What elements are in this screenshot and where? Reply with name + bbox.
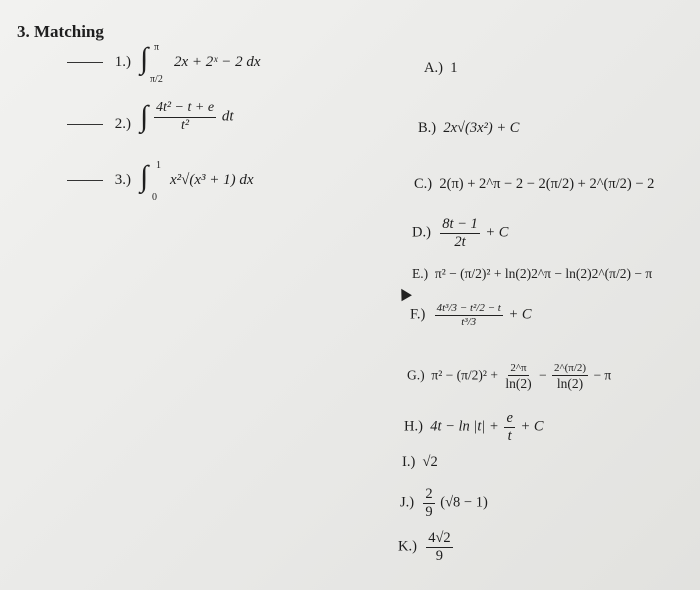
question-2 xyxy=(67,116,131,133)
answer-label: E.) xyxy=(412,266,429,281)
numerator: 4t³/3 − t²/2 − t xyxy=(436,302,501,314)
answer-fraction-2 xyxy=(552,362,588,391)
answer-expression: 2(π) + 2^π − 2 − 2(π/2) + 2^(π/2) − 2 xyxy=(439,176,655,192)
answer-tail: (√8 − 1) xyxy=(440,494,488,511)
numerator: 2^π xyxy=(510,362,527,374)
integrand-fraction xyxy=(154,100,216,133)
lower-limit: π/2 xyxy=(150,74,163,85)
integrand: x²√(x³ + 1) dx xyxy=(170,172,254,188)
question-3-label: 3.) xyxy=(114,172,131,188)
denominator: t² xyxy=(180,117,190,133)
answer-f xyxy=(410,302,532,328)
answer-fraction-1 xyxy=(503,362,533,391)
numerator: 4√2 xyxy=(428,530,451,546)
answer-lead: π² − (π/2)² + xyxy=(431,367,498,383)
upper-limit: 1 xyxy=(156,160,161,171)
answer-lead: 4t − ln |t| + xyxy=(430,418,499,435)
answer-label: D.) xyxy=(412,224,431,241)
mouse-cursor-icon xyxy=(396,286,412,302)
answer-fraction xyxy=(423,486,434,520)
answer-blank-3[interactable] xyxy=(67,180,103,181)
numerator: 8t − 1 xyxy=(442,216,478,232)
answer-label: J.) xyxy=(400,494,415,511)
integral-sign: ∫ xyxy=(140,160,149,193)
numerator: 2^(π/2) xyxy=(553,362,587,374)
denominator: 9 xyxy=(425,503,433,520)
denominator: t xyxy=(507,427,512,444)
denominator: t³/3 xyxy=(461,315,477,328)
answer-tail: + C xyxy=(508,306,532,323)
numerator: e xyxy=(506,410,513,426)
integral-1 xyxy=(140,42,300,88)
integrand: 2x + 2ˣ − 2 dx xyxy=(174,54,261,70)
denominator: 9 xyxy=(435,547,444,564)
answer-fraction xyxy=(440,216,480,250)
answer-fraction xyxy=(435,302,503,328)
upper-limit: π xyxy=(154,42,160,53)
answer-tail: − π xyxy=(593,367,612,383)
numerator: 4t² − t + e xyxy=(154,100,216,117)
answer-expression: 1 xyxy=(450,60,458,76)
question-2-label: 2.) xyxy=(114,116,131,132)
answer-label: C.) xyxy=(414,176,433,192)
integral-sign: ∫ xyxy=(140,100,149,133)
question-3 xyxy=(67,172,131,189)
section-title: 3. Matching xyxy=(17,22,104,41)
answer-i xyxy=(402,454,438,471)
answer-e xyxy=(412,266,652,282)
question-1-label: 1.) xyxy=(114,54,131,70)
answer-fraction xyxy=(504,410,514,444)
answer-label: G.) xyxy=(407,367,425,383)
denominator: ln(2) xyxy=(556,375,584,391)
numerator: 2 xyxy=(425,486,433,502)
answer-label: A.) xyxy=(424,60,443,76)
question-1 xyxy=(67,54,131,71)
answer-label: K.) xyxy=(398,538,417,555)
answer-expression: √2 xyxy=(422,454,438,470)
answer-fraction xyxy=(426,530,452,564)
answer-k xyxy=(398,530,455,564)
answer-blank-1[interactable] xyxy=(67,62,103,63)
answer-h xyxy=(404,410,544,444)
answer-expression: π² − (π/2)² + ln(2)2^π − ln(2)2^(π/2) − π xyxy=(434,266,653,281)
answer-label: I.) xyxy=(402,454,416,470)
denominator: ln(2) xyxy=(505,375,532,391)
denominator: 2t xyxy=(454,233,466,250)
integral-3 xyxy=(140,160,300,206)
answer-label: B.) xyxy=(418,120,437,136)
integral-sign: ∫ xyxy=(140,42,149,75)
answer-expression: 2x√(3x²) + C xyxy=(443,120,520,136)
answer-label: F.) xyxy=(410,306,426,323)
answer-tail: + C xyxy=(485,224,509,241)
answer-c xyxy=(414,176,654,193)
answer-tail: + C xyxy=(520,418,544,435)
answer-b xyxy=(418,120,519,137)
answer-d xyxy=(412,216,508,250)
answer-label: H.) xyxy=(404,418,423,435)
answer-blank-2[interactable] xyxy=(67,124,103,125)
answer-j xyxy=(400,486,488,520)
differential: dt xyxy=(221,108,234,125)
integral-2 xyxy=(140,100,233,134)
answer-a xyxy=(424,60,457,77)
answer-g: G.) π² − (π/2)² + $\frac{2\^{}\pi}{\ln(2)}$ − $\frac{2\^{}(\pi/2)}{\ln(2)}$ − π xyxy=(407,362,612,391)
lower-limit: 0 xyxy=(152,192,157,203)
